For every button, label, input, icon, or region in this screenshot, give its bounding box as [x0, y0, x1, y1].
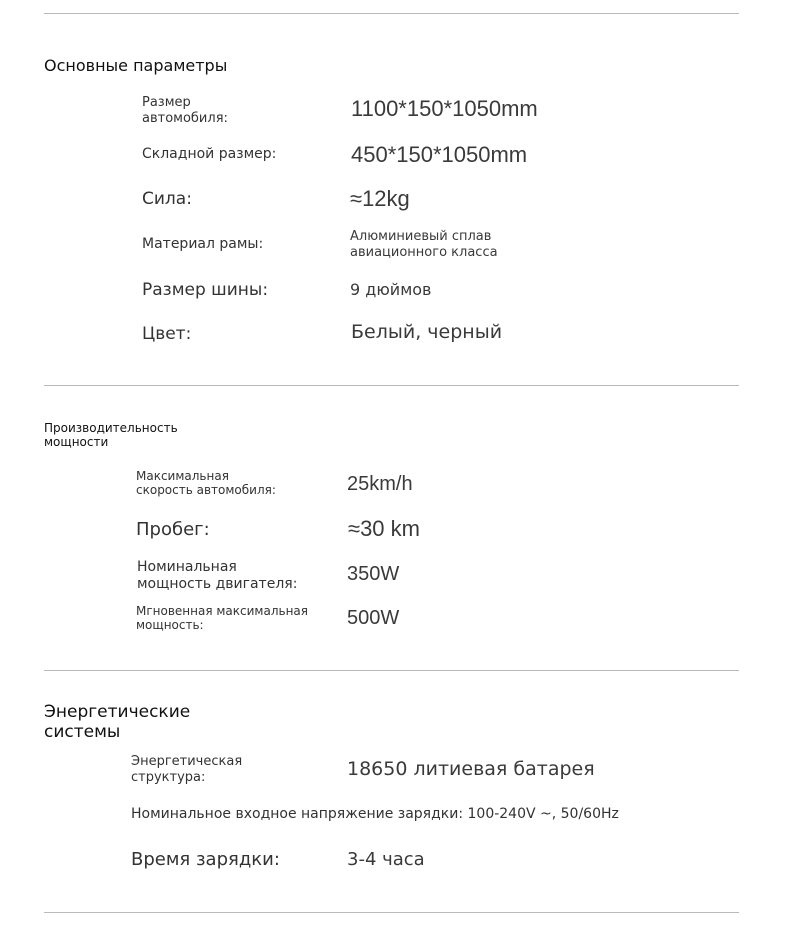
section-divider-1 [44, 385, 739, 386]
label-color: Цвет: [142, 324, 192, 344]
section-title-energy-systems: Энергетические системы [44, 702, 191, 742]
label-folded-size: Складной размер: [142, 146, 277, 162]
label-frame-material: Материал рамы: [142, 236, 264, 252]
value-weight: ≈12kg [350, 186, 410, 211]
section-title-basic-parameters: Основные параметры [44, 56, 228, 75]
value-max-speed: 25km/h [347, 473, 413, 495]
value-tire-size: 9 дюймов [350, 280, 432, 299]
label-range: Пробег: [136, 519, 210, 540]
value-frame-material: Алюминиевый сплав авиационного класса [350, 229, 498, 260]
value-vehicle-size: 1100*150*1050mm [351, 96, 538, 121]
value-energy-structure: 18650 литиевая батарея [347, 758, 595, 780]
value-color: Белый, черный [351, 321, 503, 343]
label-energy-structure: Энергетическая структура: [131, 754, 243, 785]
label-peak-power: Мгновенная максимальная мощность: [136, 604, 308, 633]
label-weight: Сила: [142, 189, 192, 209]
top-divider [44, 13, 739, 14]
bottom-divider [44, 912, 739, 913]
label-max-speed: Максимальная скорость автомобиля: [136, 469, 276, 498]
value-range: ≈30 km [348, 516, 420, 541]
section-title-power-performance: Производительность мощности [44, 421, 178, 449]
value-rated-power: 350W [347, 563, 400, 585]
label-tire-size: Размер шины: [142, 280, 269, 300]
label-vehicle-size: Размер автомобиля: [142, 95, 228, 126]
label-rated-input-voltage: Номинальное входное напряжение зарядки: 100-240V ~, 50/60Hz [131, 806, 619, 822]
value-folded-size: 450*150*1050mm [351, 142, 528, 167]
label-rated-power: Номинальная мощность двигателя: [137, 559, 298, 592]
label-charging-time: Время зарядки: [131, 849, 280, 870]
value-charging-time: 3-4 часа [347, 849, 425, 870]
value-peak-power: 500W [347, 607, 400, 629]
section-divider-2 [44, 670, 739, 671]
